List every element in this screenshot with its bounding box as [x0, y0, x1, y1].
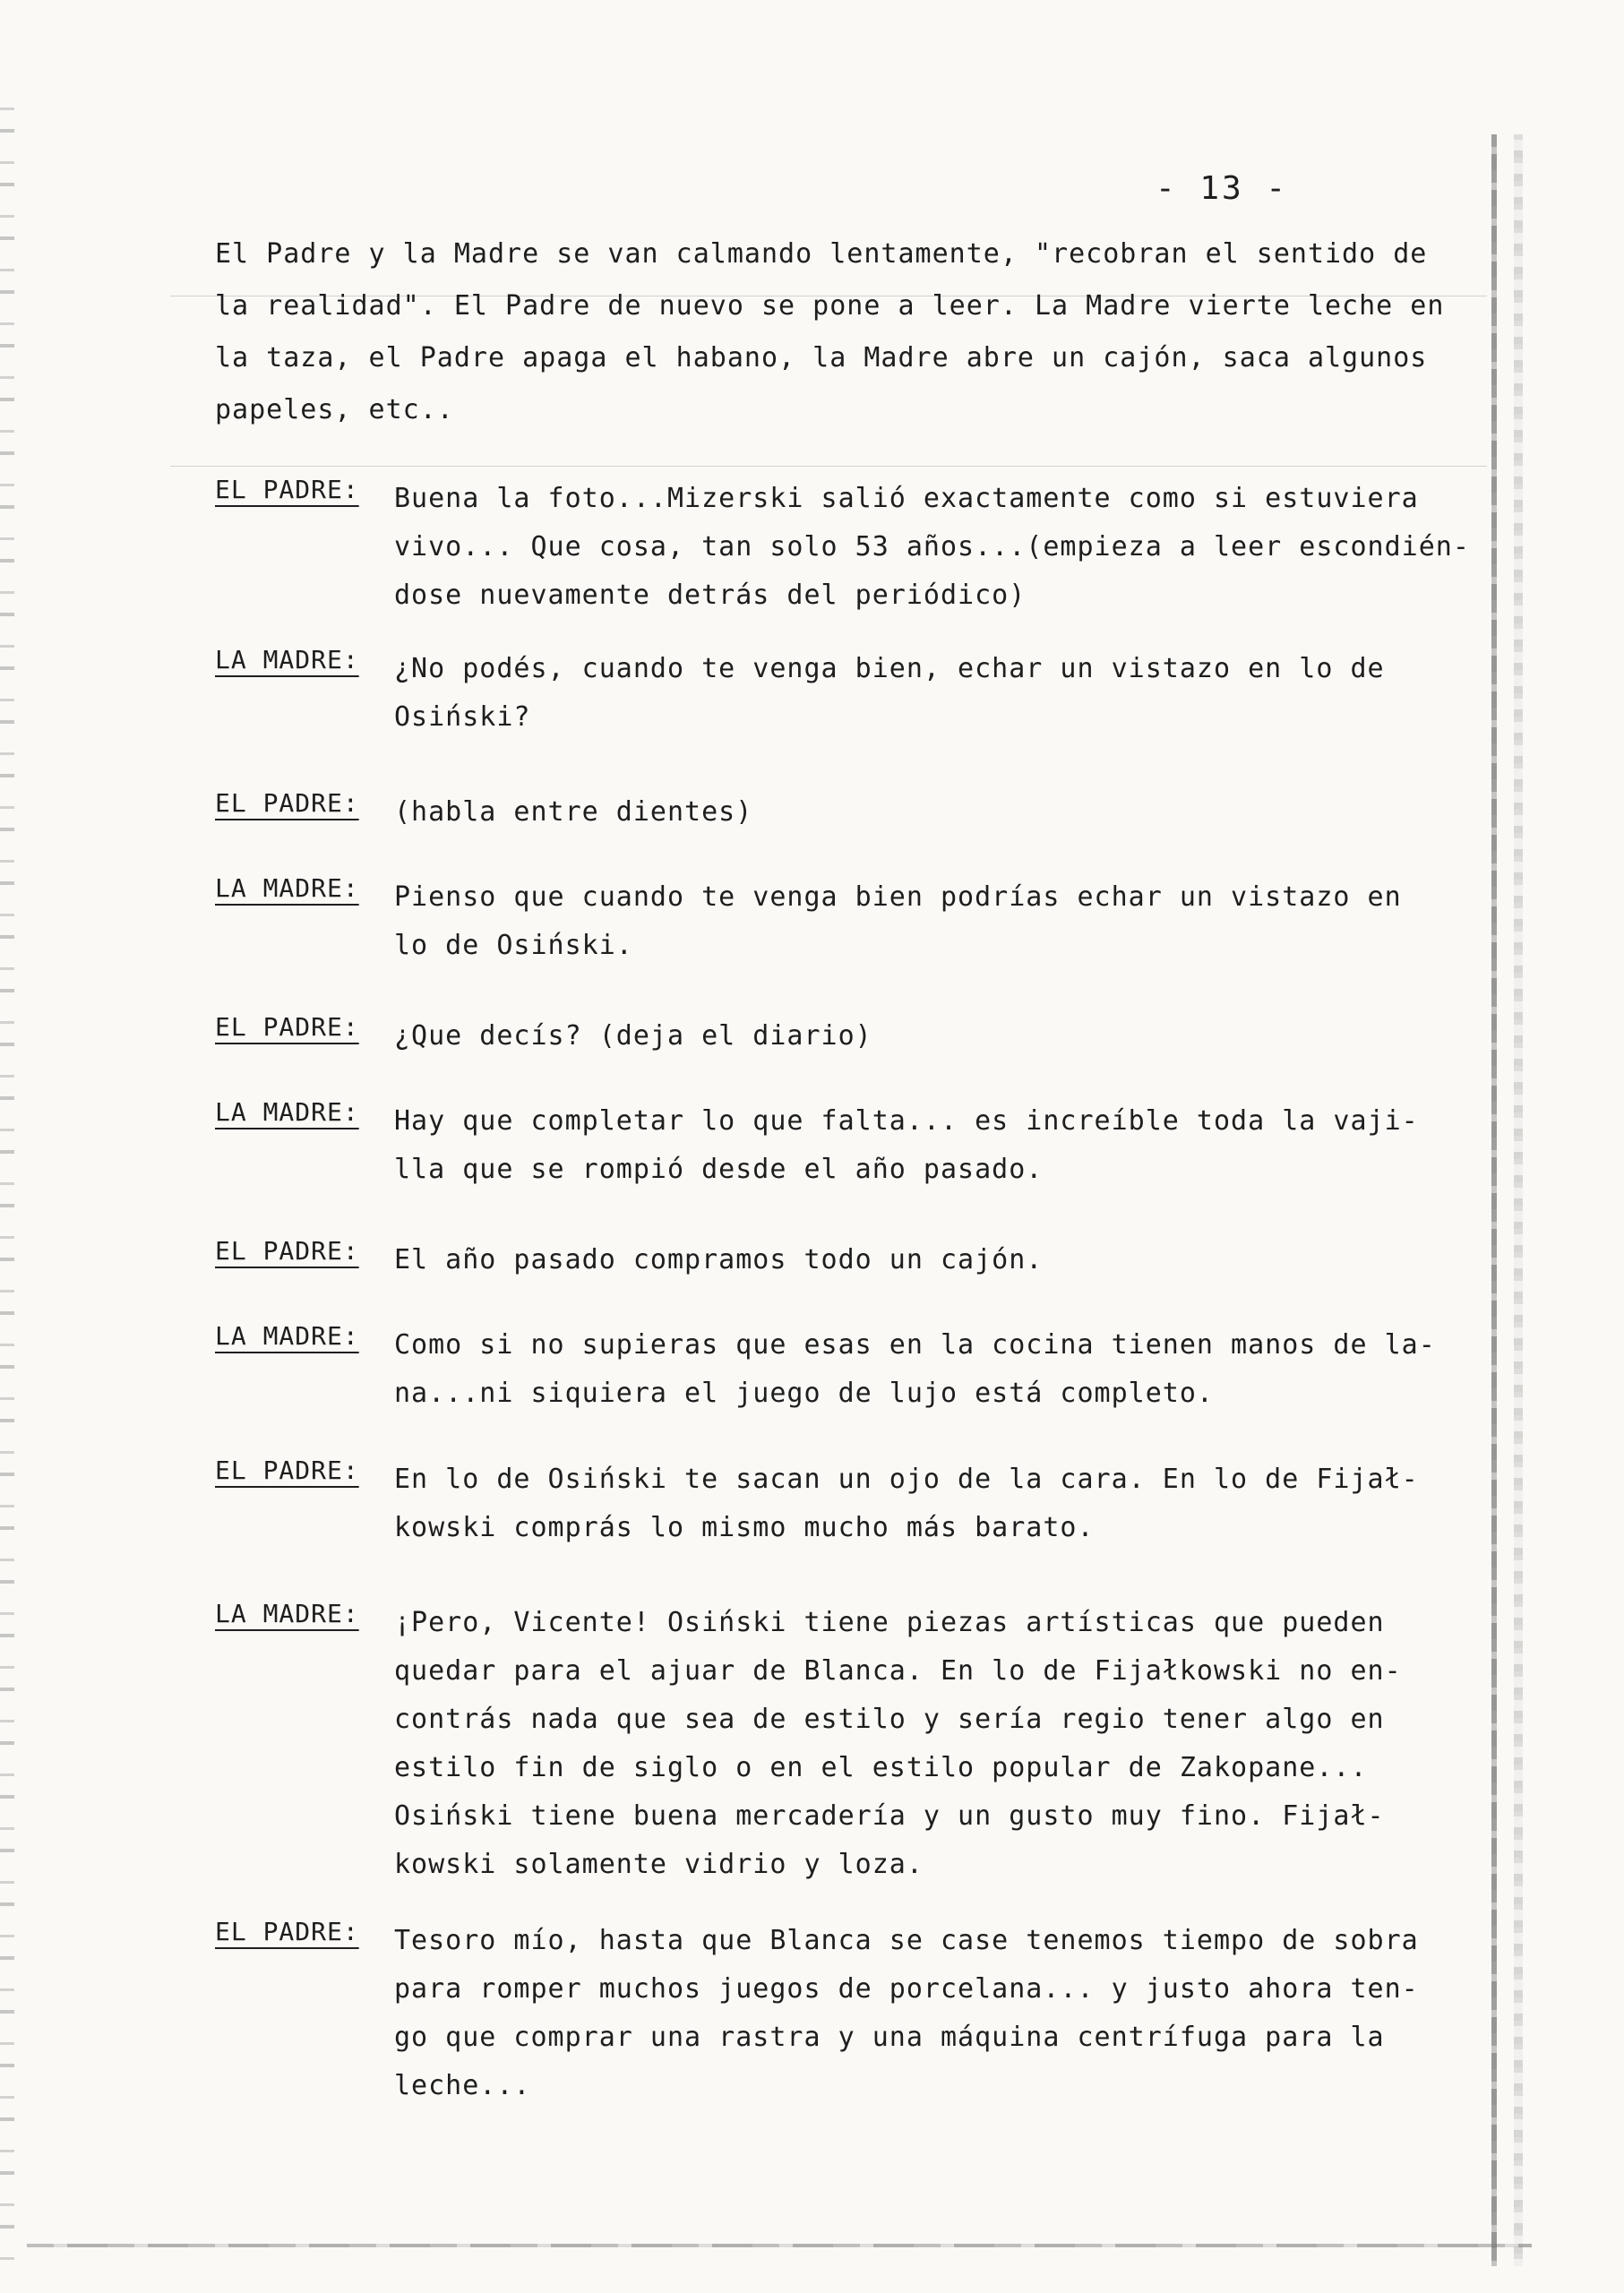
dialogue-line: ¿No podés, cuando te venga bien, echar un vistazo en lo de: [394, 653, 1385, 684]
dialogue-line: Osiński tiene buena mercadería y un gusto muy fino. Fijał-: [394, 1800, 1385, 1832]
dialogue-line: ¿Que decís? (deja el diario): [394, 1020, 872, 1052]
scan-right-edge-shadow: [1514, 134, 1523, 2266]
dialogue-text: [394, 873, 1402, 970]
stage-direction-line: papeles, etc..: [215, 394, 454, 425]
stage-direction-line: El Padre y la Madre se van calmando lentamente, "recobran el sentido de: [215, 238, 1428, 270]
speaker-label: EL PADRE:: [215, 1456, 359, 1485]
speaker-label: EL PADRE:: [215, 475, 359, 504]
dialogue-text: [394, 1917, 1419, 2110]
dialogue-line: kowski comprás lo mismo mucho más barato.: [394, 1512, 1095, 1543]
dialogue-line: leche...: [394, 2070, 531, 2101]
dialogue-text: [394, 788, 752, 837]
speaker-label: LA MADRE:: [215, 1321, 359, 1351]
page-number: - 13 -: [1156, 170, 1289, 207]
stage-direction-line: la realidad". El Padre de nuevo se pone a leer. La Madre vierte leche en: [215, 290, 1445, 322]
dialogue-text: [394, 475, 1470, 620]
dialogue-text: [394, 1321, 1436, 1418]
stage-direction-line: la taza, el Padre apaga el habano, la Madre abre un cajón, saca algunos: [215, 342, 1428, 374]
scan-left-edge: [0, 107, 14, 2275]
dialogue-line: lo de Osiński.: [394, 930, 633, 961]
dialogue-text: [394, 1012, 872, 1061]
dialogue-line: quedar para el ajuar de Blanca. En lo de Fijałkowski no en-: [394, 1655, 1402, 1687]
dialogue-line: Pienso que cuando te venga bien podrías echar un vistazo en: [394, 881, 1402, 913]
dialogue-line: kowski solamente vidrio y loza.: [394, 1849, 924, 1880]
speaker-label: LA MADRE:: [215, 1097, 359, 1127]
dialogue-line: (habla entre dientes): [394, 796, 753, 828]
dialogue-text: [394, 1236, 1043, 1284]
dialogue-line: vivo... Que cosa, tan solo 53 años...(empieza a leer escondién-: [394, 531, 1470, 563]
dialogue-line: Hay que completar lo que falta... es increíble toda la vaji-: [394, 1105, 1419, 1137]
dialogue-text: [394, 645, 1385, 742]
dialogue-line: lla que se rompió desde el año pasado.: [394, 1154, 1044, 1185]
speaker-label: LA MADRE:: [215, 873, 359, 903]
speaker-label: EL PADRE:: [215, 1236, 359, 1266]
dialogue-text: [394, 1599, 1402, 1889]
speaker-label: LA MADRE:: [215, 645, 359, 674]
dialogue-line: En lo de Osiński te sacan un ojo de la cara. En lo de Fijał-: [394, 1464, 1419, 1495]
dialogue-line: na...ni siquiera el juego de lujo está completo.: [394, 1378, 1214, 1409]
dialogue-line: go que comprar una rastra y una máquina centrífuga para la: [394, 2022, 1385, 2053]
dialogue-line: Osiński?: [394, 701, 531, 733]
dialogue-line: Como si no supieras que esas en la cocina tienen manos de la-: [394, 1329, 1436, 1361]
dialogue-text: [394, 1097, 1419, 1194]
dialogue-line: para romper muchos juegos de porcelana... y justo ahora ten-: [394, 1973, 1419, 2005]
speaker-label: LA MADRE:: [215, 1599, 359, 1628]
speaker-label: EL PADRE:: [215, 1012, 359, 1042]
dialogue-line: contrás nada que sea de estilo y sería regio tener algo en: [394, 1704, 1385, 1735]
speaker-label: EL PADRE:: [215, 1917, 359, 1946]
scan-right-edge: [1491, 134, 1497, 2266]
speaker-label: EL PADRE:: [215, 788, 359, 818]
dialogue-line: Buena la foto...Mizerski salió exactamente como si estuviera: [394, 483, 1419, 514]
dialogue-line: El año pasado compramos todo un cajón.: [394, 1244, 1044, 1275]
ruled-line: [170, 466, 1487, 467]
dialogue-line: dose nuevamente detrás del periódico): [394, 580, 1027, 611]
dialogue-line: ¡Pero, Vicente! Osiński tiene piezas artísticas que pueden: [394, 1607, 1385, 1638]
dialogue-text: [394, 1456, 1419, 1552]
dialogue-line: Tesoro mío, hasta que Blanca se case tenemos tiempo de sobra: [394, 1925, 1419, 1956]
stage-direction: [215, 228, 1445, 436]
scan-bottom-edge: [27, 2244, 1532, 2247]
dialogue-line: estilo fin de siglo o en el estilo popular de Zakopane...: [394, 1752, 1368, 1783]
